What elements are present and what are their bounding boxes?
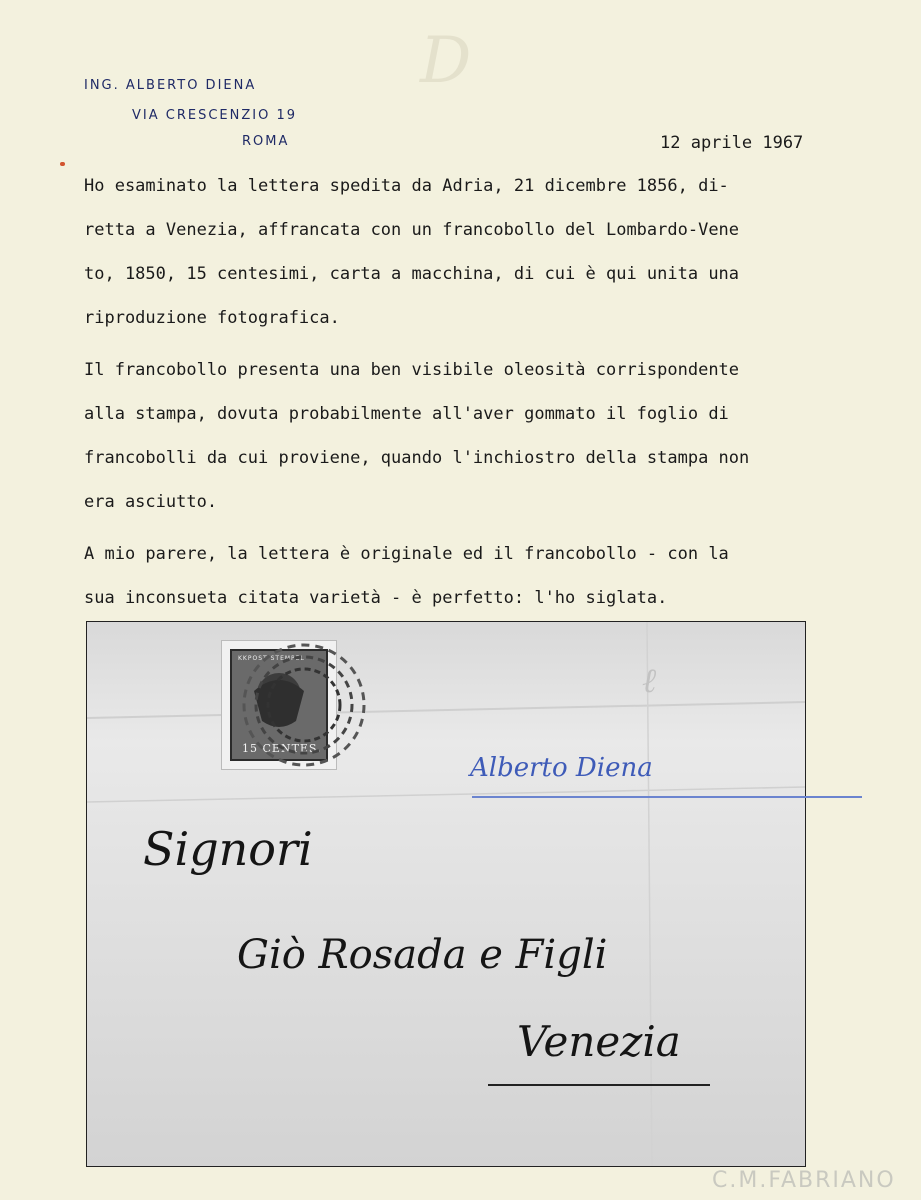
address-line-1: Signori — [143, 822, 313, 876]
address-underline — [488, 1084, 710, 1086]
stamp-value-label: 15 CENTES. — [242, 742, 322, 755]
red-mark — [60, 162, 65, 166]
letter-date: 12 aprile 1967 — [660, 133, 804, 153]
svg-text:ℓ: ℓ — [642, 661, 657, 701]
paragraph-3: A mio parere, la lettera è originale ed il francobollo - con la sua inconsueta citata varietà - è perfetto: l'ho siglata. — [84, 544, 729, 608]
paragraph-1: Ho esaminato la lettera spedita da Adria, 21 dicembre 1856, di- retta a Venezia, affrancata con un francobollo del Lombardo-Vene to, 1850, 15 centesimi, carta a macchina, di cui è qui unita una riproduzione fotografica. — [84, 176, 740, 328]
paper-watermark: C.M.FABRIANO — [712, 1168, 896, 1193]
signature-line — [472, 796, 862, 798]
letterhead-street: VIA CRESCENZIO 19 — [132, 108, 297, 123]
postage-stamp — [221, 640, 337, 770]
letterhead-city: ROMA — [242, 134, 290, 149]
monogram-watermark: D — [420, 24, 472, 98]
cancellation-postmark — [222, 633, 392, 783]
handwritten-signature: Alberto Diena — [470, 753, 653, 783]
address-line-2: Giò Rosada e Figli — [237, 932, 608, 978]
address-line-3: Venezia — [517, 1017, 681, 1066]
letterhead-name: ING. ALBERTO DIENA — [84, 78, 257, 93]
paragraph-2: Il francobollo presenta una ben visibile oleosità corrispondente alla stampa, dovuta probabilmente all'aver gommato il foglio di francobolli da cui proviene, quando l'inchiostro della stampa non era asciutto. — [84, 360, 750, 512]
stamp-top-text: KKPOST STEMPEL — [238, 655, 305, 662]
